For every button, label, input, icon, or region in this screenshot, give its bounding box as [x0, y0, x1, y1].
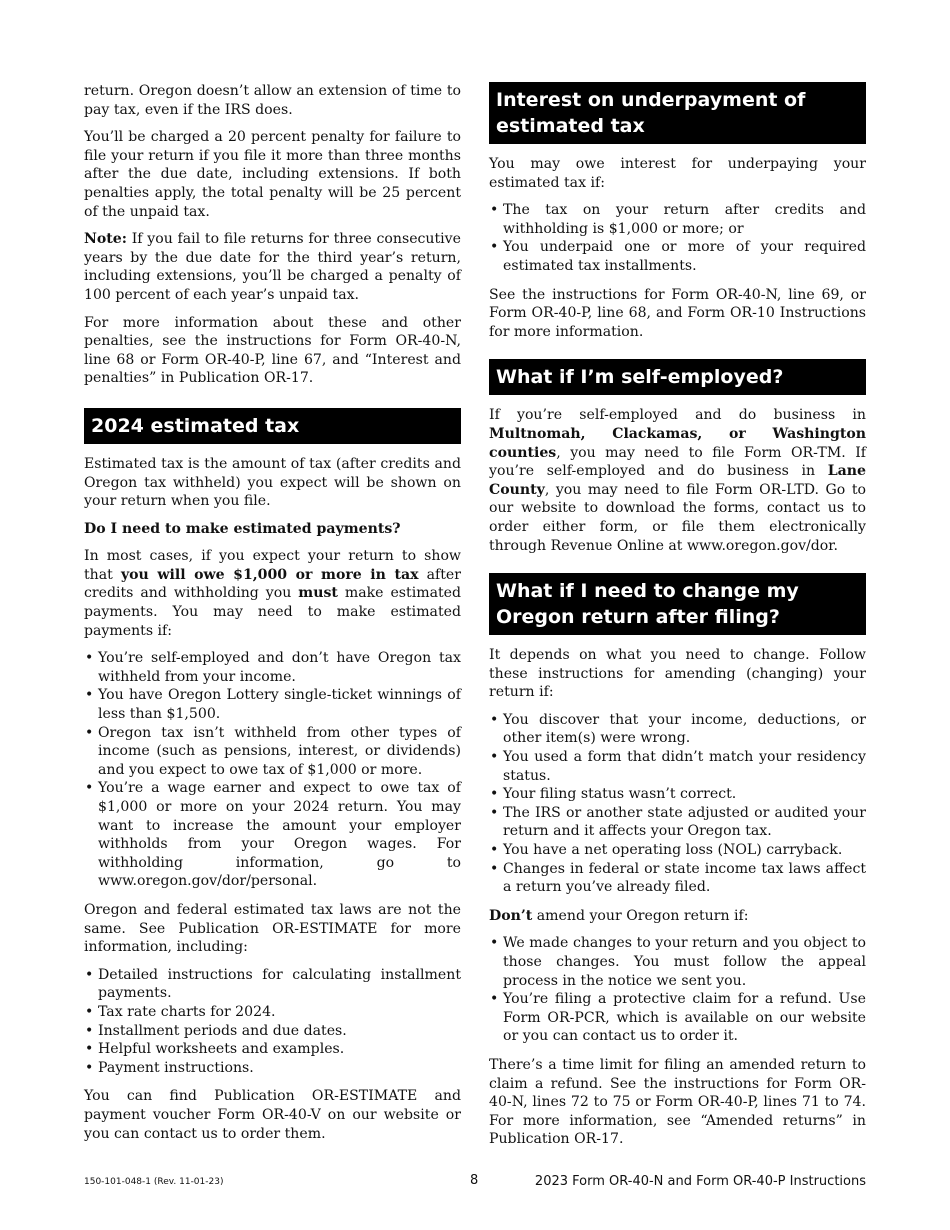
- paragraph: See the instructions for Form OR-40-N, line 69, or Form OR-40-P, line 68, and Form OR-10 Instructions for more information.: [489, 286, 866, 340]
- list-item: • Payment instructions.: [84, 1059, 461, 1078]
- note-label: Note:: [84, 231, 127, 248]
- bullet-list: [489, 201, 866, 275]
- list-item: • The IRS or another state adjusted or audited your return and it affects your Oregon tax.: [489, 804, 866, 841]
- note-paragraph: Note: If you fail to file returns for three consecutive years by the due date for the third year’s return, including extensions, you’ll be charged a penalty of 100 percent of each year’s unpaid tax.: [84, 231, 461, 303]
- subheading: Do I need to make estimated payments?: [84, 520, 401, 537]
- list-item: • Oregon tax isn’t withheld from other types of income (such as pensions, interest, or dividends) and you expect to owe tax of $1,000 or more.: [84, 724, 461, 780]
- bullet-list: [84, 966, 461, 1078]
- paragraph: Don’t amend your Oregon return if:: [489, 907, 749, 924]
- list-item: • You’re a wage earner and expect to owe tax of $1,000 or more on your 2024 return. You may want to increase the amount your employer withholds from your Oregon wages. For withholding information, go to www.oregon.gov/dor/personal.: [84, 779, 461, 891]
- paragraph: return. Oregon doesn’t allow an extension of time to pay tax, even if the IRS does.: [84, 83, 461, 118]
- section-heading-change-return: What if I need to change my Oregon return after filing?: [489, 573, 866, 635]
- list-item: • Helpful worksheets and examples.: [84, 1040, 461, 1059]
- paragraph: In most cases, if you expect your return to show that you will owe $1,000 or more in tax after credits and withholding you must make estimated payments. You may need to make estimated payments if:: [84, 548, 462, 639]
- page-footer: [84, 1173, 866, 1191]
- list-item: • Installment periods and due dates.: [84, 1022, 461, 1041]
- paragraph: If you’re self-employed and do business in Multnomah, Clackamas, or Washington counties, you may need to file Form OR-TM. If you’re self-employed and do business in Lane County, you may need to file Form OR-LTD. Go to our website to download the forms, contact us to order either form, or file them electronically through Revenue Online at www.oregon.gov/dor.: [489, 407, 866, 554]
- bullet-list: [489, 934, 866, 1046]
- page-number: 8: [470, 1173, 479, 1188]
- paragraph: For more information about these and other penalties, see the instructions for Form OR-40-N, line 68 or Form OR-40-P, line 67, and “Interest and penalties” in Publication OR-17.: [84, 314, 461, 387]
- bullet-list: [84, 649, 461, 891]
- section-heading-interest-underpayment: Interest on underpayment of estimated tax: [489, 82, 866, 144]
- list-item: • The tax on your return after credits and withholding is $1,000 or more; or: [489, 201, 866, 238]
- right-column: [489, 82, 866, 1158]
- paragraph: Estimated tax is the amount of tax (after credits and Oregon tax withheld) you expect will be shown on your return when you file.: [84, 455, 461, 510]
- paragraph: You may owe interest for underpaying your estimated tax if:: [489, 156, 866, 191]
- section-heading-self-employed: What if I’m self-employed?: [489, 359, 866, 395]
- list-item: • You discover that your income, deductions, or other item(s) were wrong.: [489, 711, 866, 748]
- list-item: • Tax rate charts for 2024.: [84, 1003, 461, 1022]
- paragraph: Oregon and federal estimated tax laws are not the same. See Publication OR-ESTIMATE for more information, including:: [84, 901, 461, 956]
- list-item: • You’re self-employed and don’t have Oregon tax withheld from your income.: [84, 649, 461, 686]
- section-heading-estimated-tax: 2024 estimated tax: [84, 408, 461, 444]
- list-item: • Changes in federal or state income tax laws affect a return you’ve already filed.: [489, 860, 866, 897]
- paragraph: There’s a time limit for filing an amended return to claim a refund. See the instructions for Form OR-40-N, lines 72 to 75 or Form OR-40-P, lines 71 to 74. For more information, see “Amended returns” in Publication OR-17.: [489, 1056, 866, 1148]
- document-title: 2023 Form OR-40-N and Form OR-40-P Instructions: [534, 1174, 866, 1189]
- list-item: • You underpaid one or more of your required estimated tax installments.: [489, 238, 866, 275]
- form-code: 150-101-048-1 (Rev. 11-01-23): [84, 1177, 224, 1187]
- paragraph: It depends on what you need to change. Follow these instructions for amending (changing) your return if:: [489, 647, 866, 701]
- bullet-list: [489, 711, 866, 897]
- list-item: • You have a net operating loss (NOL) carryback.: [489, 841, 866, 860]
- list-item: • You have Oregon Lottery single-ticket winnings of less than $1,500.: [84, 686, 461, 723]
- list-item: • You’re filing a protective claim for a refund. Use Form OR-PCR, which is available on our website or you can contact us to order it.: [489, 990, 866, 1046]
- paragraph: You can find Publication OR-ESTIMATE and payment voucher Form OR-40-V on our website or you can contact us to order them.: [84, 1088, 461, 1142]
- left-column: [84, 82, 461, 1152]
- paragraph: You’ll be charged a 20 percent penalty for failure to file your return if you file it more than three months after the due date, including extensions. If both penalties apply, the total penalty will be 25 percent of the unpaid tax.: [84, 129, 461, 220]
- list-item: • Your filing status wasn’t correct.: [489, 785, 866, 804]
- list-item: • Detailed instructions for calculating installment payments.: [84, 966, 461, 1003]
- list-item: • You used a form that didn’t match your residency status.: [489, 748, 866, 785]
- list-item: • We made changes to your return and you object to those changes. You must follow the appeal process in the notice we sent you.: [489, 934, 866, 990]
